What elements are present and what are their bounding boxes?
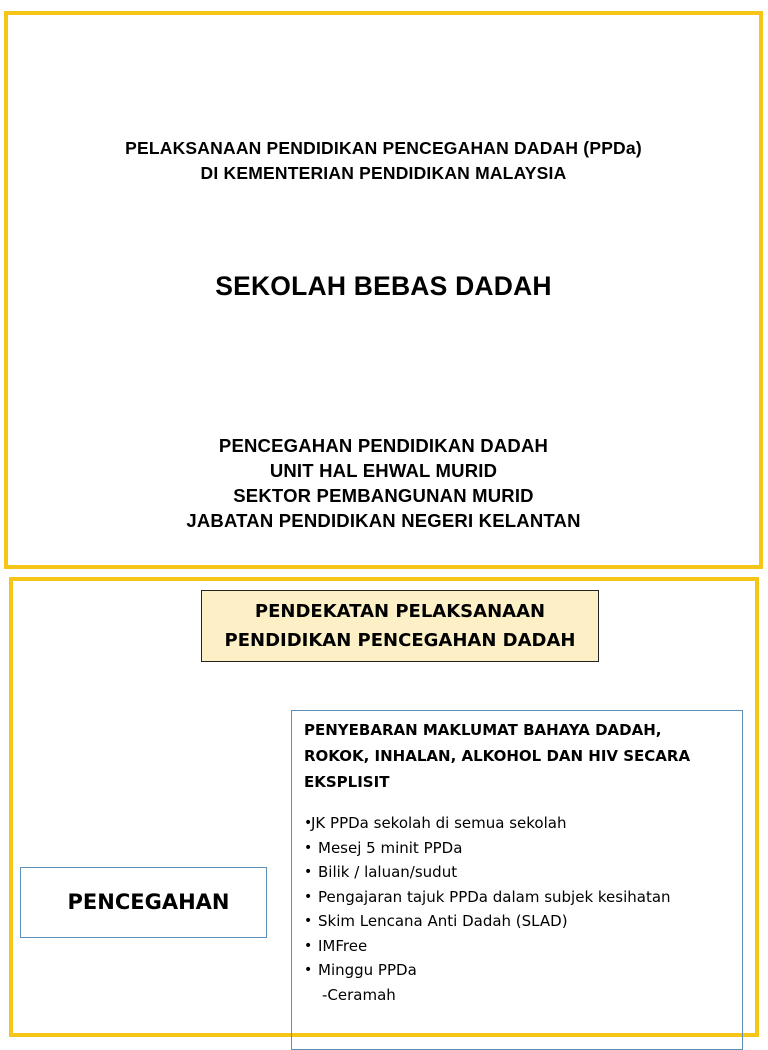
unit-line-4: JABATAN PENDIDIKAN NEGERI KELANTAN	[186, 510, 581, 531]
list-item: • Mesej 5 minit PPDa	[304, 836, 742, 861]
list-item: • Minggu PPDa	[304, 958, 742, 983]
approach-title-box	[201, 590, 599, 662]
category-label: PENCEGAHAN	[67, 890, 230, 914]
main-title	[8, 270, 759, 302]
detail-box	[291, 710, 743, 1050]
detail-title-line-3: EKSPLISIT	[304, 773, 390, 791]
heading-line-1: PELAKSANAAN PENDIDIKAN PENCEGAHAN DADAH (PPDa)	[125, 138, 642, 158]
list-item: • Bilik / laluan/sudut	[304, 860, 742, 885]
detail-list	[304, 811, 742, 1007]
detail-title-line-2: ROKOK, INHALAN, ALKOHOL DAN HIV SECARA	[304, 747, 691, 765]
heading-line-2: DI KEMENTERIAN PENDIDIKAN MALAYSIA	[200, 163, 567, 183]
sub-list-item: -Ceramah	[322, 985, 396, 1004]
approach-line-2: PENDIDIKAN PENCEGAHAN DADAH	[224, 630, 576, 651]
slide-heading	[8, 136, 759, 186]
detail-title-line-1: PENYEBARAN MAKLUMAT BAHAYA DADAH,	[304, 721, 662, 739]
detail-title	[304, 717, 742, 795]
title-slide	[4, 11, 763, 569]
main-title-text: SEKOLAH BEBAS DADAH	[215, 271, 552, 301]
approach-line-1: PENDEKATAN PELAKSANAAN	[254, 601, 546, 622]
unit-line-1: PENCEGAHAN PENDIDIKAN DADAH	[218, 435, 549, 456]
list-item: • JK PPDa sekolah di semua sekolah	[304, 811, 742, 836]
unit-line-3: SEKTOR PEMBANGUNAN MURID	[233, 485, 534, 506]
organization-block	[8, 433, 759, 533]
approach-slide	[9, 577, 759, 1037]
list-item: • IMFree	[304, 934, 742, 959]
list-item: • Pengajaran tajuk PPDa dalam subjek kesihatan	[304, 885, 742, 910]
unit-line-2: UNIT HAL EHWAL MURID	[269, 460, 498, 481]
category-box	[20, 867, 267, 938]
list-item: • Skim Lencana Anti Dadah (SLAD)	[304, 909, 742, 934]
